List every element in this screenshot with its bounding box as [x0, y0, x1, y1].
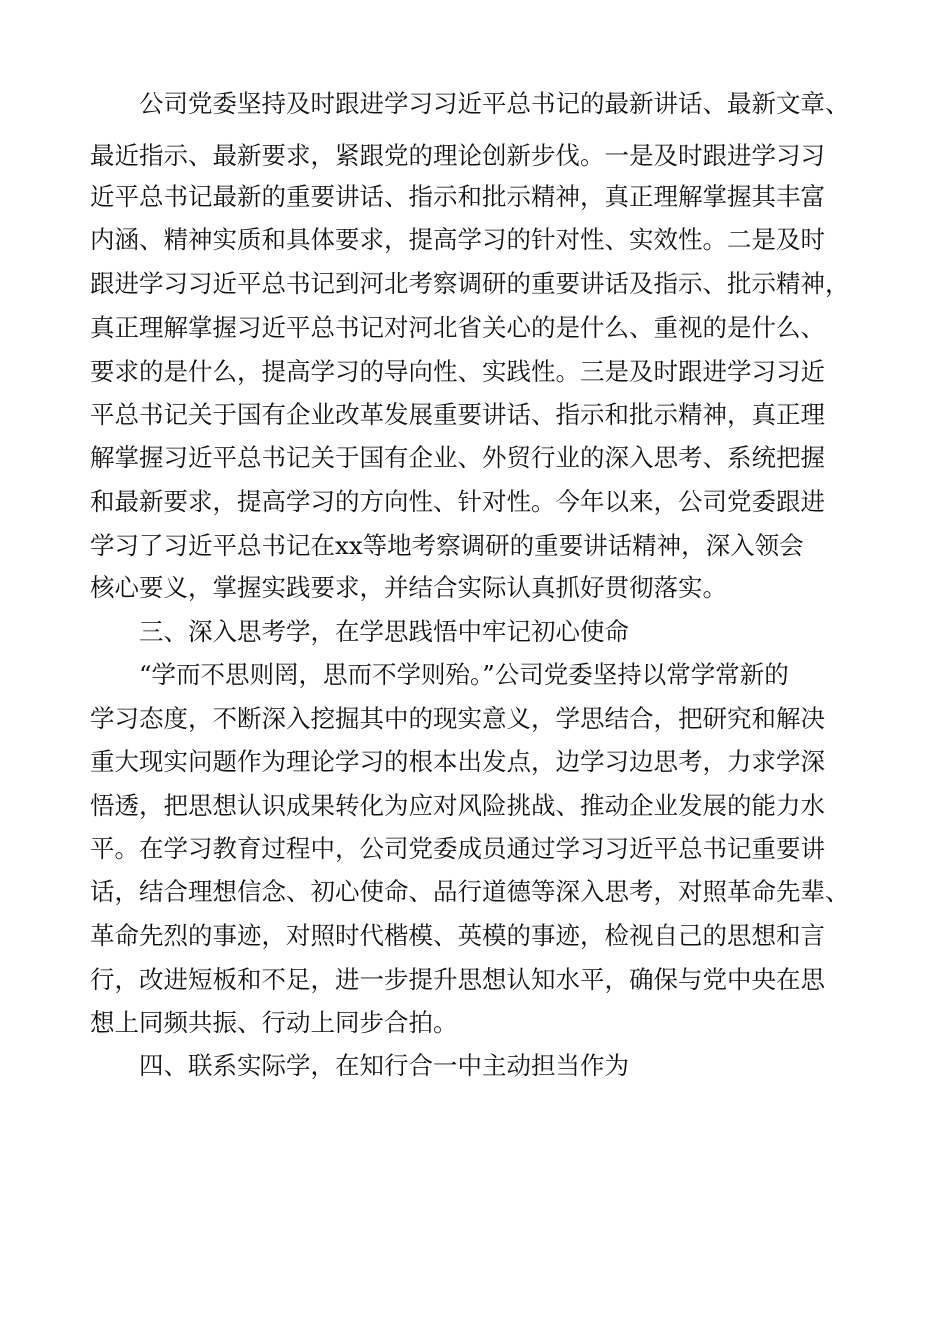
section-heading-3: 三、深入思考学，在学思践悟中牢记初心使命: [90, 617, 629, 646]
paragraph-2-line-4: 悟透，把思想认识成果转化为应对风险挑战、推动企业发展的能力水: [90, 791, 825, 820]
paragraph-1-line-4: 内涵、精神实质和具体要求，提高学习的针对性、实效性。二是及时: [90, 225, 825, 254]
paragraph-1-line-6: 真正理解掌握习近平总书记对河北省关心的是什么、重视的是什么、: [90, 313, 825, 342]
paragraph-2-line-1: “学而不思则罔，思而不学则殆。”公司党委坚持以常学常新的: [90, 660, 789, 689]
paragraph-1-line-3: 近平总书记最新的重要讲话、指示和批示精神，真正理解掌握其丰富: [90, 182, 825, 211]
paragraph-2-line-2: 学习态度，不断深入挖掘其中的现实意义，学思结合，把研究和解决: [90, 704, 825, 733]
paragraph-1-line-10: 和最新要求，提高学习的方向性、针对性。今年以来，公司党委跟进: [90, 487, 825, 516]
paragraph-2-line-3: 重大现实问题作为理论学习的根本出发点，边学习边思考，力求学深: [90, 747, 825, 776]
paragraph-1-line-7: 要求的是什么，提高学习的导向性、实践性。三是及时跟进学习习近: [90, 357, 825, 386]
paragraph-1-line-2: 最近指示、最新要求，紧跟党的理论创新步伐。一是及时跟进学习习: [90, 141, 825, 170]
paragraph-2-line-7: 革命先烈的事迹，对照时代楷模、英模的事迹，检视自己的思想和言: [90, 921, 825, 950]
paragraph-1-line-8: 平总书记关于国有企业改革发展重要讲话、指示和批示精神，真正理: [90, 400, 825, 429]
paragraph-1-line-5: 跟进学习习近平总书记到河北考察调研的重要讲话及指示、批示精神，: [90, 269, 850, 298]
section-heading-4: 四、联系实际学，在知行合一中主动担当作为: [90, 1051, 629, 1080]
paragraph-2-line-9: 想上同频共振、行动上同步合拍。: [90, 1008, 458, 1037]
paragraph-1-line-11: 学习了习近平总书记在xx等地考察调研的重要讲话精神，深入领会: [90, 531, 804, 560]
paragraph-2-line-8: 行，改进短板和不足，进一步提升思想认知水平，确保与党中央在思: [90, 965, 825, 994]
paragraph-1-line-9: 解掌握习近平总书记关于国有企业、外贸行业的深入思考、系统把握: [90, 443, 825, 472]
paragraph-1-line-1: 公司党委坚持及时跟进学习习近平总书记的最新讲话、最新文章、: [90, 89, 850, 118]
paragraph-2-line-6: 话，结合理想信念、初心使命、品行道德等深入思考，对照革命先辈、: [90, 877, 850, 906]
paragraph-1-line-12: 核心要义，掌握实践要求，并结合实际认真抓好贯彻落实。: [90, 573, 727, 602]
paragraph-2-line-5: 平。在学习教育过程中，公司党委成员通过学习习近平总书记重要讲: [90, 834, 825, 863]
